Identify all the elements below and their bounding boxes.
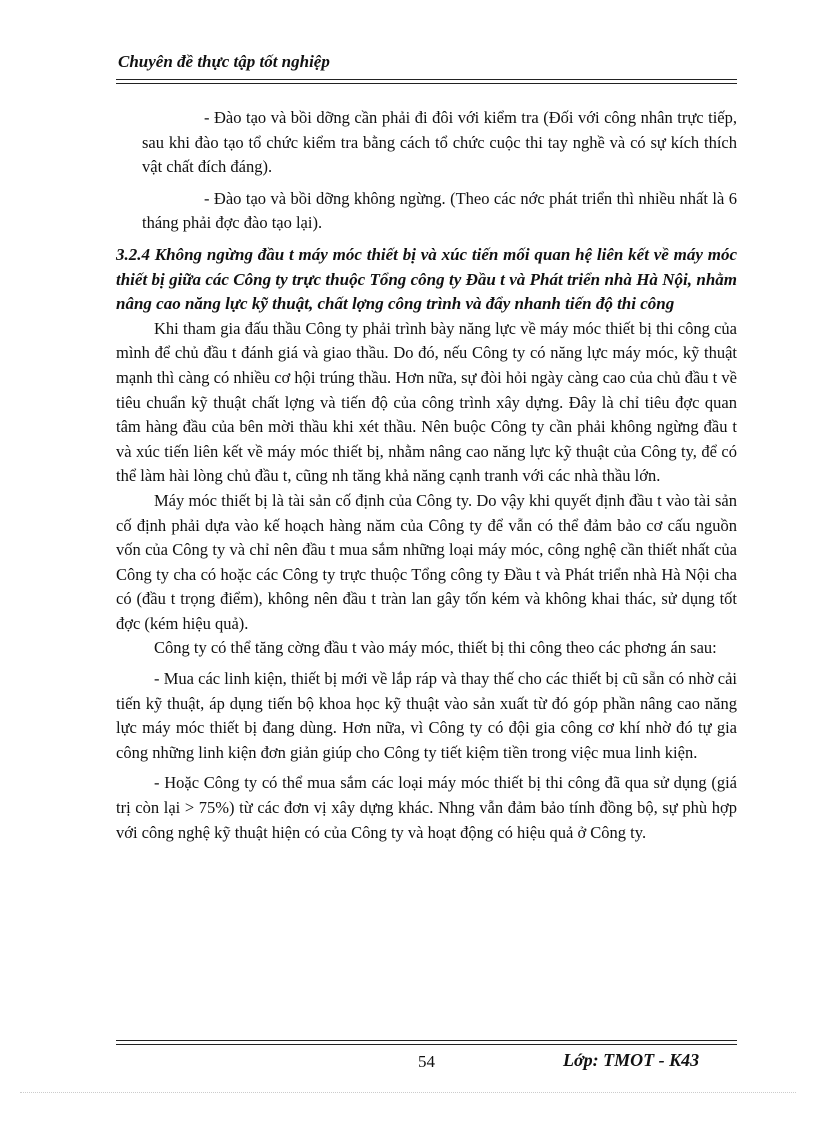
body-paragraph-1: Khi tham gia đấu thầu Công ty phải trình bày năng lực về máy móc thiết bị thi công của mình để chủ đầu t đánh giá và giao thầu. Do đó, nếu Công ty có năng lực máy móc, kỹ thuật mạnh thì càng có nhiều cơ hội trúng thầu. Hơn nữa, sự đòi hỏi ngày càng cao của chủ đầu t về tiêu chuẩn kỹ thuật chất lợng và tiến độ của công trình xây dựng. Đây là chỉ tiêu đợc quan tâm hàng đầu của bên mời thầu khi xét thầu. Nên buộc Công ty cần phải không ngừng đầu t và xúc tiến liên kết về máy móc thiết bị, nhằm nâng cao năng lực kỹ thuật của Công ty, để có thể làm hài lòng chủ đầu t, cũng nh tăng khả năng cạnh tranh với các nhà thầu lớn. [116,318,737,486]
document-body [116,106,737,845]
section-heading: 3.2.4 Không ngừng đầu t máy móc thiết bị và xúc tiến mối quan hệ liên kết về máy móc thiết bị giữa các Công ty trực thuộc Tổng công ty Đầu t và Phát triển nhà Hà Nội, nhằm nâng cao năng lực kỹ thuật, chất lợng công trình và đẩy nhanh tiến độ thi công [116,244,737,314]
page-bottom-divider [20,1092,796,1093]
header-rule-bottom [116,83,737,84]
bullet-paragraph-2: - Đào tạo và bồi dỡng không ngừng. (Theo các nớc phát triển thì nhiều nhất là 6 tháng phải đợc đào tạo lại). [142,188,737,233]
footer-class-label: Lớp: TMOT - K43 [563,1050,700,1070]
footer-rule-top [116,1040,737,1041]
page-number: 54 [418,1052,435,1071]
dash-paragraph-2: - Hoặc Công ty có thể mua sắm các loại máy móc thiết bị thi công đã qua sử dụng (giá trị còn lại > 75%) từ các đơn vị xây dựng khác. Nhng vẫn đảm bảo tính đồng bộ, sự phù hợp với công nghệ kỹ thuật hiện có của Công ty và hoạt động có hiệu quả ở Công ty. [116,773,737,842]
dash-paragraph-1: - Mua các linh kiện, thiết bị mới về lắp ráp và thay thế cho các thiết bị cũ sẵn có nhờ cải tiến kỹ thuật, áp dụng tiến bộ khoa học kỹ thuật vào sản xuất từ đó góp phần nâng cao năng lực máy móc thiết bị đang dùng. Hơn nữa, vì Công ty có đội gia công cơ khí nhờ đó tự gia công những linh kiện đơn giản giúp cho Công ty tiết kiệm tiền trong việc mua linh kiện. [116,669,737,762]
body-paragraph-3: Công ty có thể tăng cờng đầu t vào máy móc, thiết bị thi công theo các phơng án sau: [154,638,717,658]
body-paragraph-2: Máy móc thiết bị là tài sản cố định của Công ty. Do vậy khi quyết định đầu t vào tài sản cố định phải dựa vào kế hoạch hàng năm của Công ty để vẫn có thể đảm bảo cơ cấu nguồn vốn của Công ty và chỉ nên đầu t mua sắm những loại máy móc, công nghệ cần thiết nhất của Công ty cha có hoặc các Công ty trực thuộc Tổng công ty Đầu t và Phát triển nhà Hà Nội cha có (đầu t trọng điểm), không nên đầu t tràn lan gây tốn kém và không khai thác, sử dụng tốt đợc (kém hiệu quả). [116,490,737,633]
bullet-paragraph-1: - Đào tạo và bồi dỡng cần phải đi đôi với kiểm tra (Đối với công nhân trực tiếp, sau khi đào tạo tổ chức kiểm tra bằng cách tổ chức cuộc thi tay nghề và có sự kích thích vật chất đích đáng). [142,108,737,177]
footer-rule-bottom [116,1044,737,1045]
page-header-title: Chuyên đề thực tập tốt nghiệp [118,52,330,71]
header-rule-top [116,79,737,80]
